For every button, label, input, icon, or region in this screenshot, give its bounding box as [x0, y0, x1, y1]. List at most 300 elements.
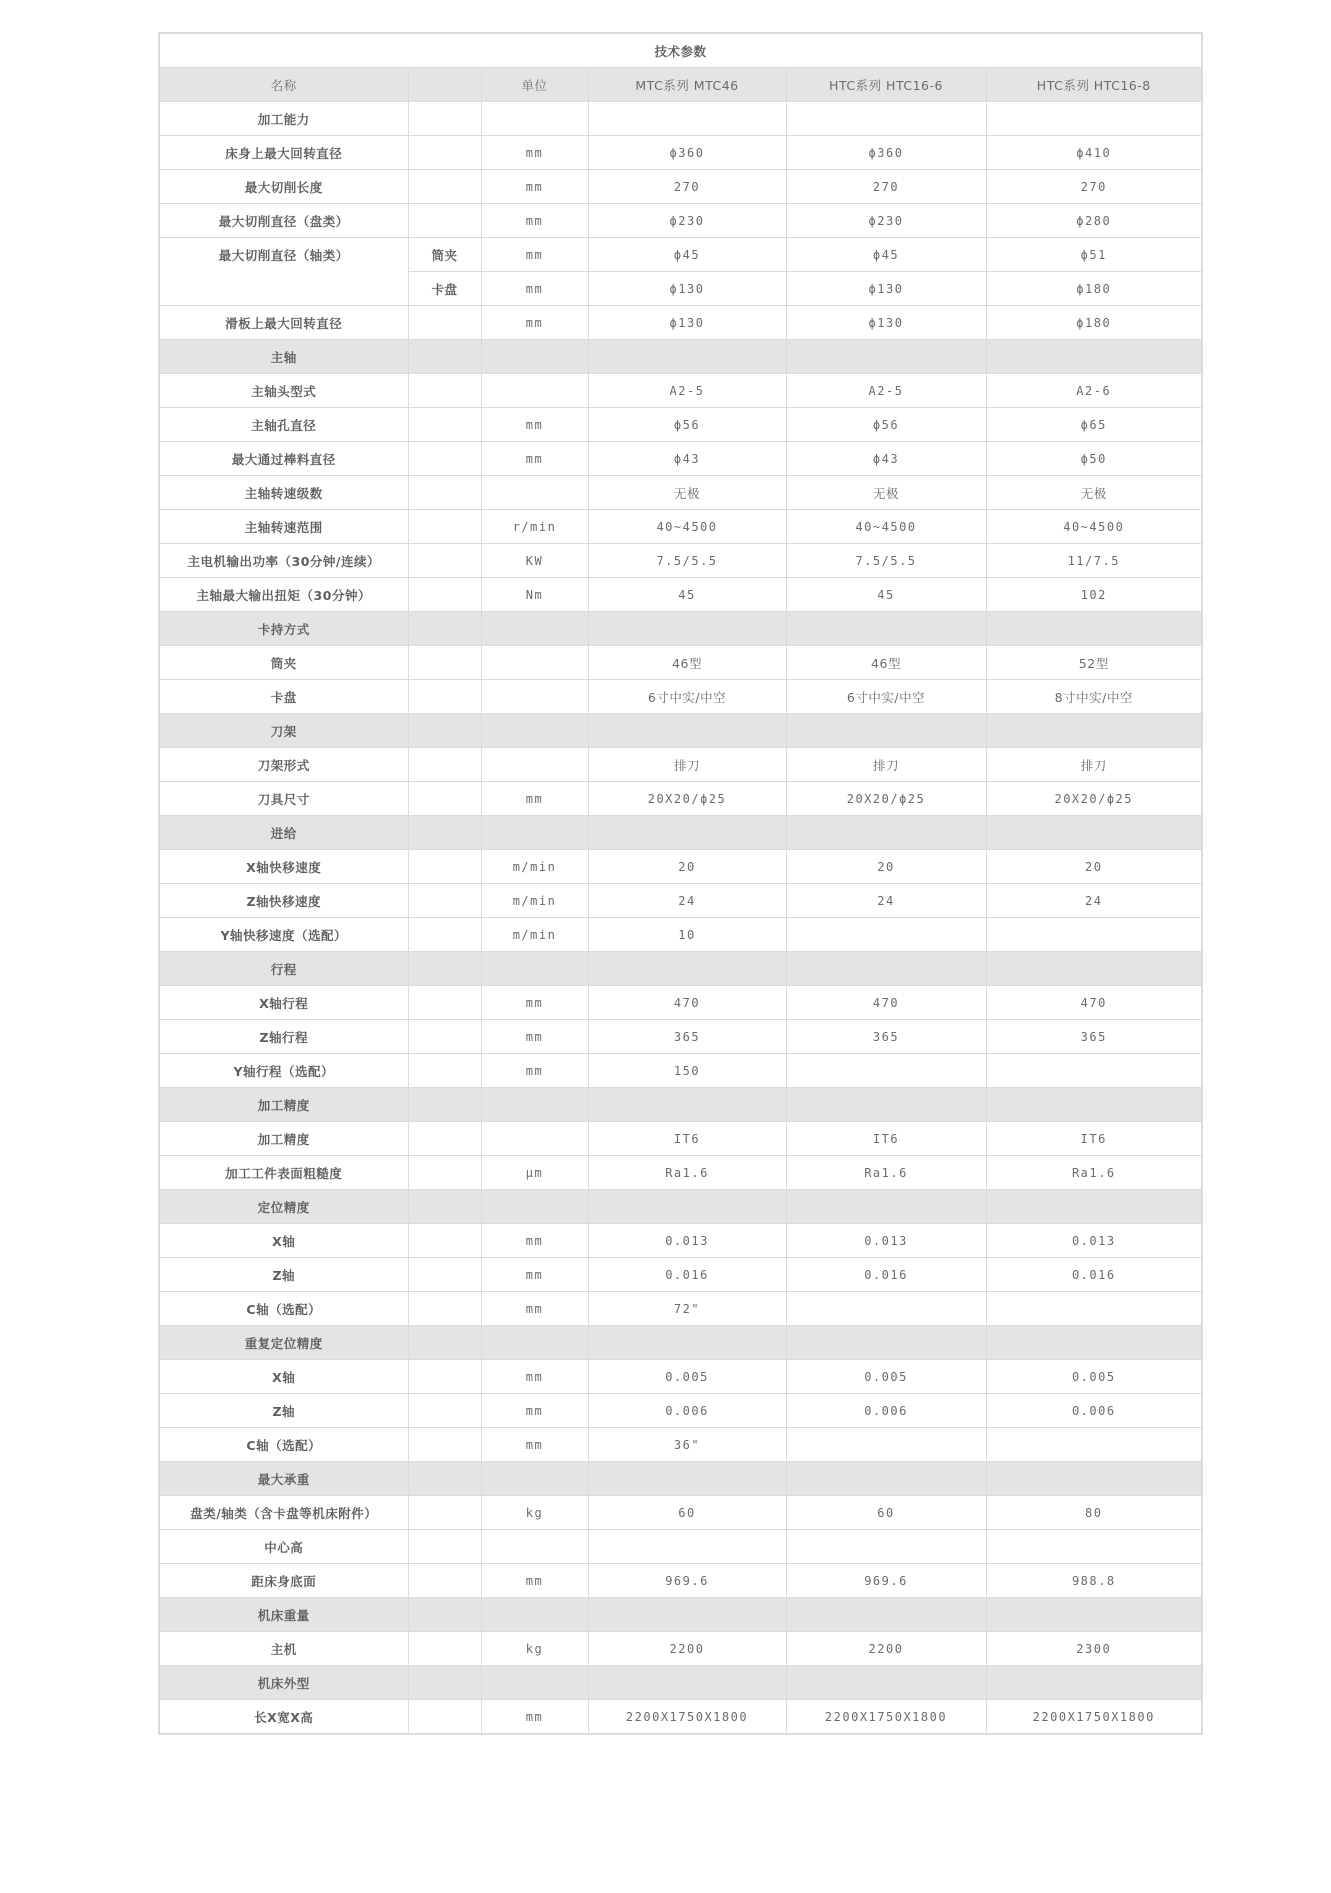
param-unit	[481, 952, 588, 986]
param-name: 主机	[159, 1632, 408, 1666]
param-unit	[481, 1530, 588, 1564]
param-value: 7.5/5.5	[786, 544, 986, 578]
param-value: 36"	[588, 1428, 786, 1462]
param-value: 988.8	[986, 1564, 1202, 1598]
param-subtype	[408, 408, 481, 442]
section-title: 卡持方式	[159, 612, 408, 646]
param-subtype	[408, 952, 481, 986]
table-row	[159, 1258, 1202, 1292]
section-row	[159, 1598, 1202, 1632]
table-row	[159, 1156, 1202, 1190]
param-value	[588, 1666, 786, 1700]
param-value: 24	[986, 884, 1202, 918]
section-row	[159, 714, 1202, 748]
param-value: ϕ130	[588, 272, 786, 306]
param-value: 20	[588, 850, 786, 884]
param-value: 排刀	[986, 748, 1202, 782]
param-unit: mm	[481, 782, 588, 816]
param-name: 主轴头型式	[159, 374, 408, 408]
param-name: 最大通过棒料直径	[159, 442, 408, 476]
param-name: 距床身底面	[159, 1564, 408, 1598]
param-value: 2200	[588, 1632, 786, 1666]
section-title: 刀架	[159, 714, 408, 748]
param-unit: mm	[481, 1564, 588, 1598]
param-value: 45	[786, 578, 986, 612]
table-row	[159, 578, 1202, 612]
param-value: 排刀	[588, 748, 786, 782]
param-subtype	[408, 850, 481, 884]
param-subtype	[408, 714, 481, 748]
param-value	[986, 1292, 1202, 1326]
param-value: 排刀	[786, 748, 986, 782]
table-row	[159, 680, 1202, 714]
table-row	[159, 986, 1202, 1020]
param-name: 加工能力	[159, 102, 408, 136]
param-unit	[481, 1598, 588, 1632]
param-value	[786, 1054, 986, 1088]
param-unit	[481, 680, 588, 714]
param-subtype	[408, 1020, 481, 1054]
param-unit	[481, 748, 588, 782]
param-value: 270	[986, 170, 1202, 204]
param-value	[986, 1428, 1202, 1462]
param-value: 470	[588, 986, 786, 1020]
param-subtype	[408, 1564, 481, 1598]
param-value: 270	[786, 170, 986, 204]
param-unit: mm	[481, 1258, 588, 1292]
param-value	[786, 1666, 986, 1700]
param-value: 46型	[786, 646, 986, 680]
param-subtype	[408, 306, 481, 340]
param-unit: r/min	[481, 510, 588, 544]
section-row	[159, 1190, 1202, 1224]
param-name: 最大切削直径（轴类）	[159, 238, 408, 306]
param-subtype	[408, 442, 481, 476]
param-value: ϕ360	[786, 136, 986, 170]
param-name: 卡盘	[159, 680, 408, 714]
header-model-mtc46: MTC系列 MTC46	[588, 68, 786, 102]
param-unit: mm	[481, 1428, 588, 1462]
param-value: 0.006	[786, 1394, 986, 1428]
param-value: 46型	[588, 646, 786, 680]
param-name: X轴	[159, 1360, 408, 1394]
param-value: 365	[588, 1020, 786, 1054]
param-name: 中心高	[159, 1530, 408, 1564]
param-value: 20	[786, 850, 986, 884]
param-name: 刀架形式	[159, 748, 408, 782]
section-title: 主轴	[159, 340, 408, 374]
param-unit	[481, 1326, 588, 1360]
table-row	[159, 544, 1202, 578]
param-value: ϕ280	[986, 204, 1202, 238]
param-unit: kg	[481, 1632, 588, 1666]
param-subtype	[408, 1632, 481, 1666]
param-subtype	[408, 374, 481, 408]
param-value: 无极	[786, 476, 986, 510]
table-title-row	[159, 33, 1202, 68]
param-value	[588, 340, 786, 374]
param-unit: KW	[481, 544, 588, 578]
param-value	[986, 1326, 1202, 1360]
param-name: X轴行程	[159, 986, 408, 1020]
param-value	[786, 1428, 986, 1462]
param-value	[986, 1598, 1202, 1632]
param-value: ϕ180	[986, 272, 1202, 306]
table-row	[159, 850, 1202, 884]
param-value	[986, 816, 1202, 850]
param-subtype	[408, 782, 481, 816]
param-subtype	[408, 102, 481, 136]
param-value	[986, 1462, 1202, 1496]
param-name: 盘类/轴类（含卡盘等机床附件）	[159, 1496, 408, 1530]
param-value: 0.016	[786, 1258, 986, 1292]
param-unit: mm	[481, 1020, 588, 1054]
param-subtype	[408, 1394, 481, 1428]
section-row	[159, 1462, 1202, 1496]
param-name: 最大切削直径（盘类）	[159, 204, 408, 238]
section-row	[159, 1666, 1202, 1700]
param-value: 0.005	[986, 1360, 1202, 1394]
param-subtype	[408, 1088, 481, 1122]
param-subtype	[408, 578, 481, 612]
param-value	[786, 714, 986, 748]
param-value: ϕ130	[786, 306, 986, 340]
param-subtype	[408, 136, 481, 170]
param-value: 0.005	[786, 1360, 986, 1394]
param-value	[588, 1190, 786, 1224]
param-value	[786, 1292, 986, 1326]
param-value: 470	[786, 986, 986, 1020]
param-value	[986, 340, 1202, 374]
param-subtype	[408, 476, 481, 510]
param-value: Ra1.6	[986, 1156, 1202, 1190]
param-subtype	[408, 1156, 481, 1190]
param-name: 加工工件表面粗糙度	[159, 1156, 408, 1190]
param-value	[588, 1462, 786, 1496]
table-row	[159, 1564, 1202, 1598]
param-unit	[481, 340, 588, 374]
param-subtype	[408, 1292, 481, 1326]
param-value: ϕ43	[786, 442, 986, 476]
param-name: 主轴孔直径	[159, 408, 408, 442]
param-name: 主电机输出功率（30分钟/连续）	[159, 544, 408, 578]
header-model-htc16-6: HTC系列 HTC16-6	[786, 68, 986, 102]
param-value: ϕ65	[986, 408, 1202, 442]
param-unit	[481, 646, 588, 680]
param-unit	[481, 102, 588, 136]
section-title: 进给	[159, 816, 408, 850]
header-unit: 单位	[481, 68, 588, 102]
param-unit	[481, 816, 588, 850]
param-subtype	[408, 204, 481, 238]
param-subtype	[408, 884, 481, 918]
param-unit: m/min	[481, 884, 588, 918]
table-row	[159, 374, 1202, 408]
param-name: 床身上最大回转直径	[159, 136, 408, 170]
param-value: ϕ45	[786, 238, 986, 272]
param-value: 40~4500	[986, 510, 1202, 544]
param-value: 24	[588, 884, 786, 918]
param-name: 主轴最大输出扭矩（30分钟）	[159, 578, 408, 612]
table-row	[159, 476, 1202, 510]
param-unit: mm	[481, 238, 588, 272]
param-value: ϕ180	[986, 306, 1202, 340]
table-row	[159, 1700, 1202, 1735]
table-row	[159, 1428, 1202, 1462]
param-unit: m/min	[481, 918, 588, 952]
param-value	[786, 918, 986, 952]
table-row	[159, 1394, 1202, 1428]
section-title: 机床外型	[159, 1666, 408, 1700]
param-value	[588, 952, 786, 986]
param-subtype	[408, 1700, 481, 1735]
param-value	[986, 1190, 1202, 1224]
param-subtype	[408, 612, 481, 646]
param-name: 刀具尺寸	[159, 782, 408, 816]
param-value: 40~4500	[786, 510, 986, 544]
param-unit	[481, 374, 588, 408]
section-row	[159, 1326, 1202, 1360]
param-unit: mm	[481, 1700, 588, 1735]
param-value: 0.016	[588, 1258, 786, 1292]
param-subtype	[408, 1496, 481, 1530]
param-value: ϕ410	[986, 136, 1202, 170]
param-value	[786, 1088, 986, 1122]
param-value: 102	[986, 578, 1202, 612]
param-unit: mm	[481, 1394, 588, 1428]
param-value	[986, 102, 1202, 136]
param-name: 滑板上最大回转直径	[159, 306, 408, 340]
table-row	[159, 306, 1202, 340]
param-name: X轴快移速度	[159, 850, 408, 884]
param-value: 270	[588, 170, 786, 204]
param-value: 20X20/ϕ25	[986, 782, 1202, 816]
param-unit	[481, 714, 588, 748]
param-subtype	[408, 170, 481, 204]
param-value	[588, 1088, 786, 1122]
param-value: ϕ360	[588, 136, 786, 170]
param-name: 最大切削长度	[159, 170, 408, 204]
param-name: C轴（选配）	[159, 1428, 408, 1462]
param-value: ϕ56	[786, 408, 986, 442]
param-value: 0.013	[588, 1224, 786, 1258]
param-value: Ra1.6	[588, 1156, 786, 1190]
param-subtype	[408, 1666, 481, 1700]
param-value	[786, 612, 986, 646]
param-subtype	[408, 1122, 481, 1156]
table-row	[159, 748, 1202, 782]
param-unit: mm	[481, 306, 588, 340]
param-subtype	[408, 986, 481, 1020]
param-unit: mm	[481, 204, 588, 238]
param-value: ϕ56	[588, 408, 786, 442]
param-value: 2200X1750X1800	[786, 1700, 986, 1735]
param-subtype	[408, 680, 481, 714]
param-name: Z轴	[159, 1258, 408, 1292]
section-row	[159, 612, 1202, 646]
param-value: 72"	[588, 1292, 786, 1326]
param-value: 2300	[986, 1632, 1202, 1666]
param-value	[786, 102, 986, 136]
section-title: 重复定位精度	[159, 1326, 408, 1360]
param-value	[588, 1598, 786, 1632]
param-unit: mm	[481, 1292, 588, 1326]
param-unit: mm	[481, 442, 588, 476]
table-row	[159, 170, 1202, 204]
param-value: 无极	[986, 476, 1202, 510]
param-value: ϕ43	[588, 442, 786, 476]
param-unit: mm	[481, 1360, 588, 1394]
param-value	[786, 1530, 986, 1564]
param-value: ϕ51	[986, 238, 1202, 272]
param-value: 60	[786, 1496, 986, 1530]
param-value: 7.5/5.5	[588, 544, 786, 578]
param-subtype	[408, 544, 481, 578]
header-sub	[408, 68, 481, 102]
param-value: 45	[588, 578, 786, 612]
param-value: A2-5	[786, 374, 986, 408]
param-value: 10	[588, 918, 786, 952]
table-row	[159, 408, 1202, 442]
param-subtype	[408, 918, 481, 952]
table-row	[159, 1122, 1202, 1156]
param-value: A2-5	[588, 374, 786, 408]
param-unit: μm	[481, 1156, 588, 1190]
param-value: 0.006	[986, 1394, 1202, 1428]
table-row	[159, 442, 1202, 476]
param-value: ϕ50	[986, 442, 1202, 476]
param-value: 2200X1750X1800	[588, 1700, 786, 1735]
section-title: 行程	[159, 952, 408, 986]
param-value	[986, 918, 1202, 952]
param-value: 365	[986, 1020, 1202, 1054]
table-row	[159, 1496, 1202, 1530]
param-value: 969.6	[786, 1564, 986, 1598]
param-subtype	[408, 510, 481, 544]
param-name: 长X宽X高	[159, 1700, 408, 1735]
param-name: 加工精度	[159, 1122, 408, 1156]
param-value: 80	[986, 1496, 1202, 1530]
param-value	[786, 1326, 986, 1360]
param-value	[588, 816, 786, 850]
param-subtype	[408, 1190, 481, 1224]
param-subtype: 卡盘	[408, 272, 481, 306]
param-subtype	[408, 646, 481, 680]
param-value: ϕ230	[588, 204, 786, 238]
param-value: IT6	[588, 1122, 786, 1156]
param-subtype	[408, 340, 481, 374]
param-unit: Nm	[481, 578, 588, 612]
param-unit: mm	[481, 986, 588, 1020]
section-row	[159, 1088, 1202, 1122]
param-value	[588, 612, 786, 646]
param-value	[986, 952, 1202, 986]
param-unit	[481, 1122, 588, 1156]
table-row	[159, 782, 1202, 816]
param-value: 20	[986, 850, 1202, 884]
section-title: 机床重量	[159, 1598, 408, 1632]
param-value	[786, 1598, 986, 1632]
param-value	[786, 340, 986, 374]
param-subtype	[408, 1054, 481, 1088]
table-title: 技术参数	[159, 33, 1202, 68]
param-name: Z轴快移速度	[159, 884, 408, 918]
table-row	[159, 1020, 1202, 1054]
table-row	[159, 510, 1202, 544]
param-subtype	[408, 748, 481, 782]
param-value	[588, 1326, 786, 1360]
param-subtype	[408, 1530, 481, 1564]
table-row	[159, 1632, 1202, 1666]
param-subtype	[408, 1462, 481, 1496]
param-value: 2200X1750X1800	[986, 1700, 1202, 1735]
param-value: 150	[588, 1054, 786, 1088]
table-row	[159, 102, 1202, 136]
param-unit: mm	[481, 408, 588, 442]
param-unit: m/min	[481, 850, 588, 884]
param-unit	[481, 1190, 588, 1224]
param-subtype	[408, 1428, 481, 1462]
param-value: A2-6	[986, 374, 1202, 408]
spec-table-container	[158, 32, 1201, 1735]
param-value: 0.013	[786, 1224, 986, 1258]
section-row	[159, 952, 1202, 986]
table-row	[159, 238, 1202, 272]
param-name: X轴	[159, 1224, 408, 1258]
param-value	[986, 612, 1202, 646]
param-value: 24	[786, 884, 986, 918]
param-value: IT6	[786, 1122, 986, 1156]
table-row	[159, 1360, 1202, 1394]
table-row	[159, 1224, 1202, 1258]
table-row	[159, 646, 1202, 680]
header-name: 名称	[159, 68, 408, 102]
section-title: 加工精度	[159, 1088, 408, 1122]
param-value: 20X20/ϕ25	[588, 782, 786, 816]
param-value: 60	[588, 1496, 786, 1530]
table-row	[159, 136, 1202, 170]
param-value	[986, 1054, 1202, 1088]
param-name: Y轴行程（选配）	[159, 1054, 408, 1088]
param-subtype	[408, 816, 481, 850]
param-value: 365	[786, 1020, 986, 1054]
param-value	[588, 714, 786, 748]
param-value	[786, 1462, 986, 1496]
param-value: ϕ45	[588, 238, 786, 272]
header-model-htc16-8: HTC系列 HTC16-8	[986, 68, 1202, 102]
param-value: 6寸中实/中空	[588, 680, 786, 714]
param-value	[786, 952, 986, 986]
table-row	[159, 918, 1202, 952]
param-unit	[481, 1666, 588, 1700]
param-subtype: 筒夹	[408, 238, 481, 272]
param-unit: mm	[481, 1224, 588, 1258]
param-value: 0.016	[986, 1258, 1202, 1292]
param-value	[786, 1190, 986, 1224]
param-value: 969.6	[588, 1564, 786, 1598]
param-name: Z轴	[159, 1394, 408, 1428]
param-subtype	[408, 1326, 481, 1360]
param-name: 主轴转速级数	[159, 476, 408, 510]
param-subtype	[408, 1598, 481, 1632]
param-value	[588, 102, 786, 136]
param-value	[588, 1530, 786, 1564]
param-subtype	[408, 1360, 481, 1394]
param-unit: mm	[481, 170, 588, 204]
section-title: 定位精度	[159, 1190, 408, 1224]
param-value: 20X20/ϕ25	[786, 782, 986, 816]
param-name: Y轴快移速度（选配）	[159, 918, 408, 952]
